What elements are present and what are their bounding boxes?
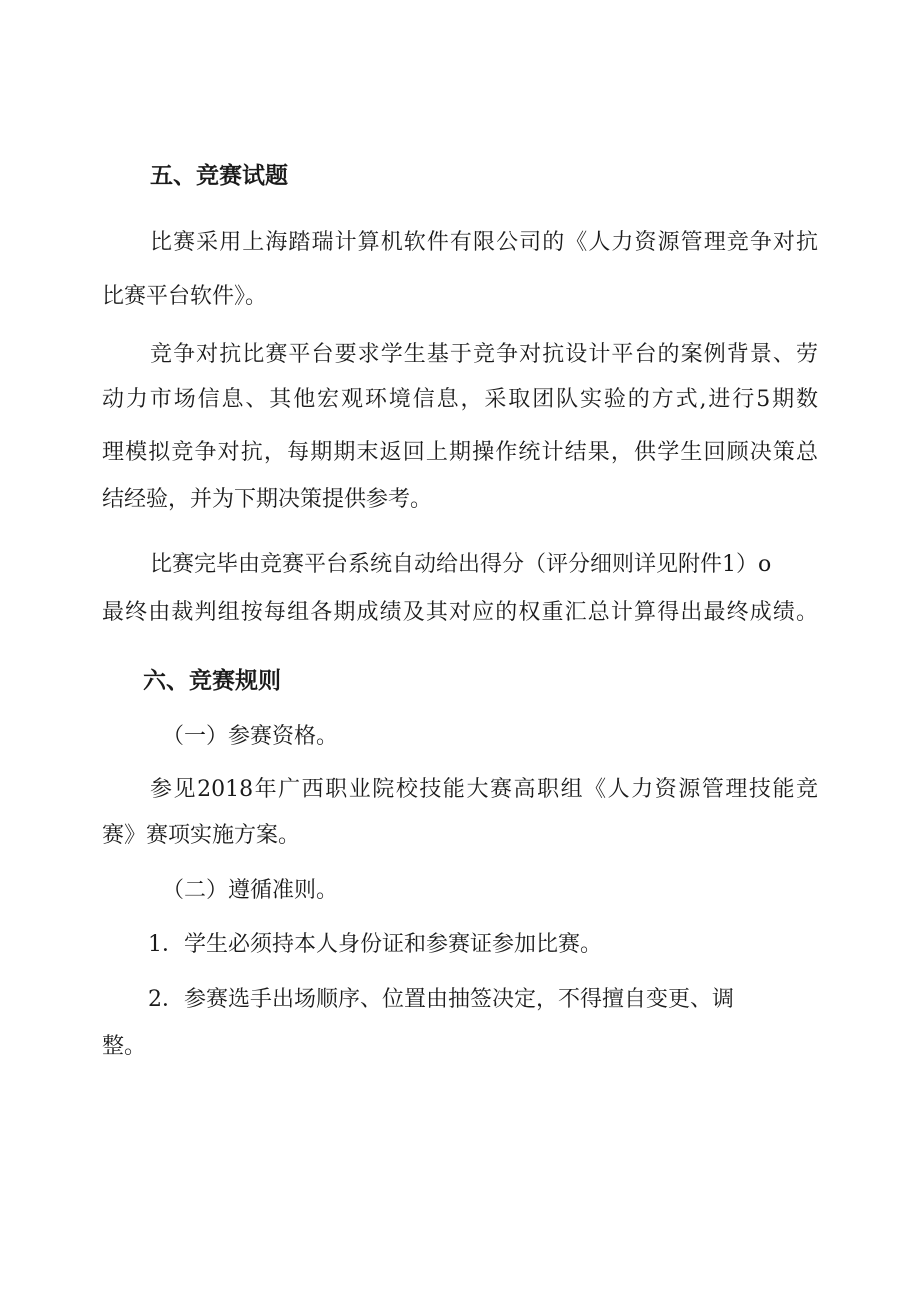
section-heading-6: 六、竞赛规则 xyxy=(143,668,281,694)
paragraph-line: 结经验，并为下期决策提供参考。 xyxy=(102,487,433,512)
paragraph-line: 赛》赛项实施方案。 xyxy=(102,823,301,848)
section-heading-5: 五、竞赛试题 xyxy=(150,163,288,189)
paragraph-line: 比赛平台软件》。 xyxy=(102,284,268,309)
paragraph-line: 动力市场信息、其他宏观环境信息，采取团队实验的方式,进行5期数 xyxy=(102,387,818,412)
paragraph-line: 最终由裁判组按每组各期成绩及其对应的权重汇总计算得出最终成绩。 xyxy=(102,600,818,625)
paragraph-line: 参见2018年广西职业院校技能大赛高职组《人力资源管理技能竞 xyxy=(150,777,818,802)
subsection-title: （二）遵循准则。 xyxy=(162,878,339,903)
paragraph-line: 理模拟竞争对抗，每期期末返回上期操作统计结果，供学生回顾决策总 xyxy=(102,440,818,465)
paragraph-line: 比赛采用上海踏瑞计算机软件有限公司的《人力资源管理竞争对抗 xyxy=(150,230,818,255)
subsection-title: （一）参赛资格。 xyxy=(162,724,339,749)
list-item: 2．参赛选手出场顺序、位置由抽签决定，不得擅自变更、调 xyxy=(148,987,734,1012)
list-item: 1．学生必须持本人身份证和参赛证参加比赛。 xyxy=(148,932,602,957)
paragraph-line: 比赛完毕由竞赛平台系统自动给出得分（评分细则详见附件1）o xyxy=(150,552,772,577)
list-item: 整。 xyxy=(102,1034,147,1059)
paragraph-line: 竞争对抗比赛平台要求学生基于竞争对抗设计平台的案例背景、劳 xyxy=(150,342,818,367)
